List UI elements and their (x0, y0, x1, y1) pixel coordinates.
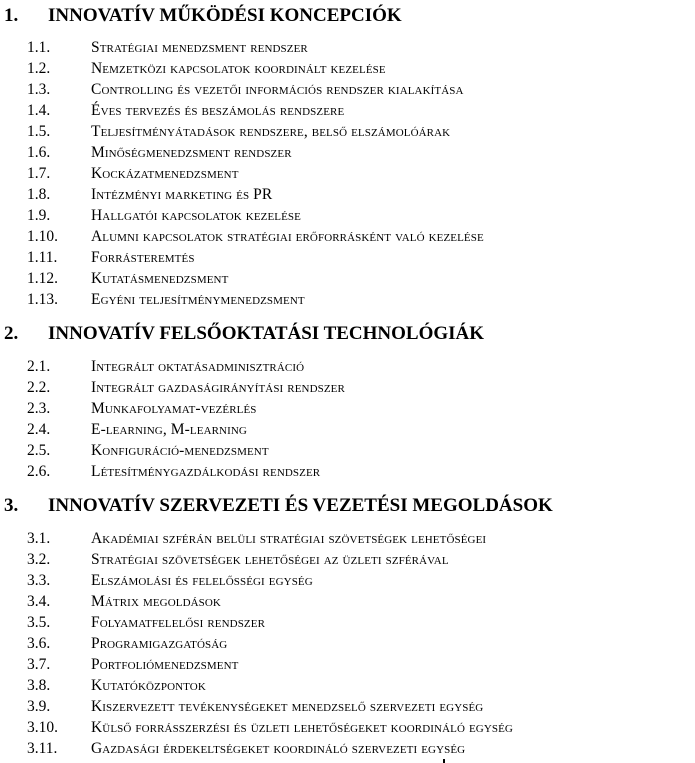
item-number: 1.7. (27, 164, 51, 182)
item-number: 1.12. (27, 269, 58, 287)
item-number: 3.11. (27, 739, 58, 757)
list-item (27, 184, 272, 205)
list-item (27, 440, 269, 461)
section-number: 2. (4, 323, 19, 344)
item-label: Integrált gazdaságirányítási rendszer (91, 378, 345, 396)
item-number: 2.1. (27, 357, 51, 375)
list-item (27, 37, 308, 58)
list-item (27, 100, 344, 121)
list-item (27, 356, 304, 377)
item-number: 2.3. (27, 399, 51, 417)
item-label: Forrásteremtés (91, 248, 195, 266)
item-label: Éves tervezés és beszámolás rendszere (91, 101, 345, 119)
list-item (27, 570, 313, 591)
list-item (27, 612, 265, 633)
item-label: Kutatásmenedzsment (91, 269, 229, 287)
item-number: 3.9. (27, 697, 51, 715)
item-label: Hallgatói kapcsolatok kezelése (91, 206, 301, 224)
list-item (27, 419, 247, 440)
item-number: 3.8. (27, 676, 51, 694)
list-item (27, 675, 206, 696)
item-label: Intézményi marketing és PR (91, 185, 273, 203)
list-item (27, 528, 486, 549)
list-item (27, 79, 464, 100)
item-label: Controlling és vezetői információs rendszer kialakítása (91, 80, 464, 98)
item-number: 2.4. (27, 420, 51, 438)
list-item (27, 205, 301, 226)
list-item (27, 738, 465, 759)
list-item (27, 461, 320, 482)
item-number: 3.3. (27, 571, 51, 589)
list-item (27, 377, 345, 398)
item-label: Integrált oktatásadminisztráció (91, 357, 305, 375)
item-number: 3.2. (27, 550, 51, 568)
section-title: INNOVATÍV SZERVEZETI ÉS VEZETÉSI MEGOLDÁSOK (48, 495, 553, 516)
item-label: Munkafolyamat-vezérlés (91, 399, 257, 417)
item-label: Konfiguráció-menedzsment (91, 441, 269, 459)
item-number: 1.4. (27, 101, 51, 119)
item-number: 3.10. (27, 718, 58, 736)
item-number: 3.7. (27, 655, 51, 673)
list-item (27, 163, 239, 184)
item-label: Akadémiai szférán belüli stratégiai szövetségek lehetőségei (91, 529, 487, 547)
item-label: Stratégiai menedzsment rendszer (91, 38, 308, 56)
item-label: Programigazgatóság (91, 634, 228, 652)
section-3-heading (4, 494, 553, 518)
item-label: Stratégiai szövetségek lehetőségei az üzleti szférával (91, 550, 449, 568)
section-2-heading (4, 322, 484, 346)
item-number: 2.6. (27, 462, 51, 480)
section-title: INNOVATÍV FELSŐOKTATÁSI TECHNOLÓGIÁK (48, 323, 485, 344)
item-number: 2.2. (27, 378, 51, 396)
item-number: 1.9. (27, 206, 51, 224)
list-item (27, 591, 221, 612)
item-label: Portfoliómenedzsment (91, 655, 239, 673)
section-number: 1. (4, 5, 19, 26)
list-item (27, 289, 305, 310)
item-label: Mátrix megoldások (91, 592, 221, 610)
item-number: 1.10. (27, 227, 58, 245)
item-number: 1.5. (27, 122, 51, 140)
item-number: 2.5. (27, 441, 51, 459)
item-label: Létesítménygazdálkodási rendszer (91, 462, 321, 480)
item-label: Folyamatfelelősi rendszer (91, 613, 266, 631)
item-number: 1.11. (27, 248, 58, 266)
item-number: 1.1. (27, 38, 51, 56)
list-item (27, 58, 386, 79)
item-number: 1.8. (27, 185, 51, 203)
list-item (27, 268, 228, 289)
item-label: Gazdasági érdekeltségeket koordináló szervezeti egység (91, 739, 466, 757)
item-label: Alumni kapcsolatok stratégiai erőforrásként való kezelése (91, 227, 484, 245)
list-item (27, 398, 257, 419)
item-number: 1.13. (27, 290, 58, 308)
item-label: Minőségmenedzsment rendszer (91, 143, 292, 161)
section-number: 3. (4, 495, 19, 516)
list-item (27, 633, 227, 654)
list-item (27, 549, 449, 570)
item-label: E-learning, M-learning (91, 420, 247, 438)
list-item (27, 142, 292, 163)
item-number: 3.1. (27, 529, 51, 547)
list-item (27, 121, 450, 142)
list-item (27, 247, 195, 268)
item-number: 3.4. (27, 592, 51, 610)
item-label: Nemzetközi kapcsolatok koordinált kezelése (91, 59, 386, 77)
list-item (27, 717, 513, 738)
item-label: Kockázatmenedzsment (91, 164, 239, 182)
item-number: 3.6. (27, 634, 51, 652)
item-label: Egyéni teljesítménymenedzsment (91, 290, 305, 308)
item-label: Teljesítményátadások rendszere, belső elszámolóárak (91, 122, 451, 140)
section-1-heading (4, 4, 402, 28)
item-number: 1.3. (27, 80, 51, 98)
item-label: Külső forrásszerzési és üzleti lehetőségeket koordináló egység (91, 718, 513, 736)
list-item (27, 654, 238, 675)
item-label: Kiszervezett tevékenységeket menedzselő szervezeti egység (91, 697, 484, 715)
item-label: Kutatóközpontok (91, 676, 206, 694)
list-item (27, 226, 484, 247)
text-cursor-mark (443, 759, 445, 763)
item-number: 3.5. (27, 613, 51, 631)
item-number: 1.6. (27, 143, 51, 161)
item-label: Elszámolási és felelősségi egység (91, 571, 313, 589)
section-title: INNOVATÍV MŰKÖDÉSI KONCEPCIÓK (48, 5, 402, 26)
item-number: 1.2. (27, 59, 51, 77)
list-item (27, 696, 483, 717)
